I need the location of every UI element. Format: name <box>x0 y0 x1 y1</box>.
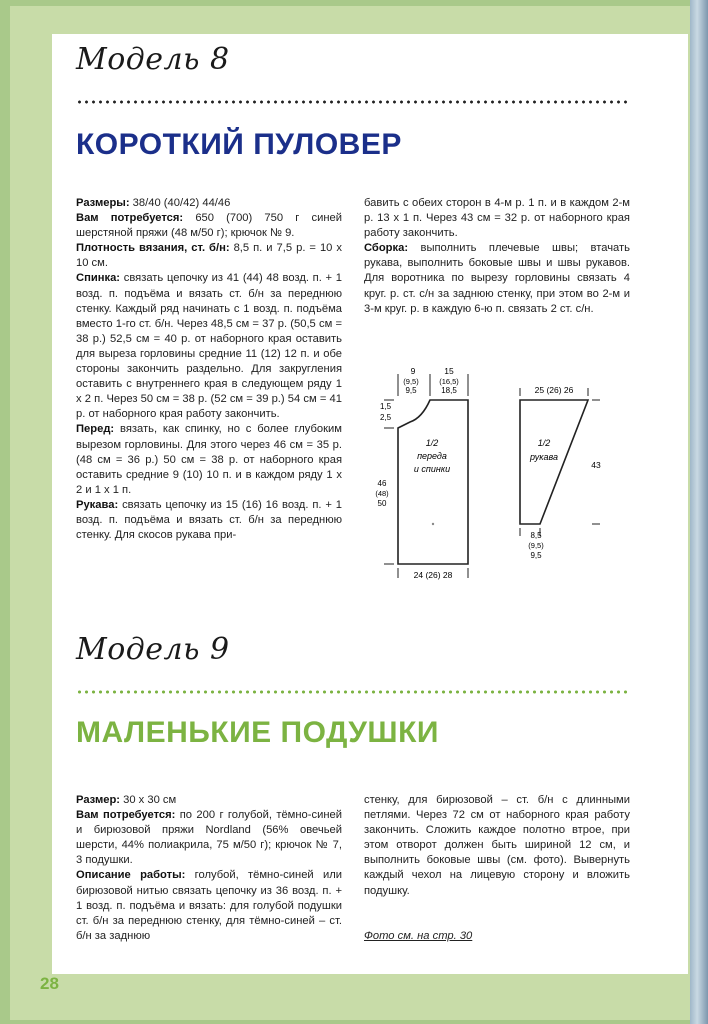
dim-height: (48) <box>375 489 389 498</box>
body-label: и спинки <box>413 464 451 474</box>
sleeve-label: рукава <box>530 452 558 462</box>
dim-sleeve-height: 43 <box>591 460 601 470</box>
model-9-title: МАЛЕНЬКИЕ ПОДУШКИ <box>76 716 439 749</box>
dim-top-left: (9,5) <box>403 377 419 386</box>
paragraph: Плотность вязания, ст. б/н: 8,5 п. и 7,5 р. = 10 х 10 см. <box>76 242 342 270</box>
dim-top-right: 18,5 <box>441 386 457 395</box>
dim-sleeve-bottom: (9,5) <box>528 541 544 550</box>
paragraph: Сборка: выполнить плечевые швы; втачать рукава, выполнить боковые швы и швы рукавов. Для воротника по вырезу горловины связать 4 круг. р. ст. с/н за заднюю стенку, при этом во 2-м и 3-м круг. р. в каждую 6-ю п. связать 2 ст. с/н. <box>364 242 630 315</box>
pattern-diagram <box>360 360 630 585</box>
paragraph: Описание работы: голубой, тёмно-синей или бирюзовой нитью связать цепочку из 36 возд. п. + 1 возд. п. подъёма и вязать: для голубой подушки ст. б/н за переднюю стенку, для тёмно-синей – ст. б/н за заднюю <box>76 869 342 942</box>
dim-height: 50 <box>377 499 387 508</box>
paragraph: Рукава: связать цепочку из 15 (16) 16 возд. п. + 1 возд. п. подъёма и вязать ст. б/н за переднюю стенку. Для скосов рукава при- <box>76 498 342 542</box>
paragraph: Размер: 30 х 30 см <box>76 794 177 806</box>
model-8-column-2 <box>364 196 630 317</box>
dim-sleeve-bottom: 9,5 <box>530 551 542 560</box>
dim-sleeve-bottom: 8,5 <box>530 531 542 540</box>
paragraph: бавить с обеих сторон в 4-м р. 1 п. и в каждом 2-м р. 13 х 1 п. Через 43 см = 32 р. от наборного края работу закончить. <box>364 197 630 240</box>
model-9-column-2 <box>364 793 630 899</box>
dim-top-left: 9,5 <box>405 386 417 395</box>
dotted-divider <box>76 100 628 104</box>
body-piece-outline <box>398 400 468 564</box>
dim-sleeve-top: 25 (26) 26 <box>534 385 574 395</box>
model-8-column-1 <box>76 196 342 543</box>
marker-dot <box>432 523 434 525</box>
sleeve-piece-outline <box>520 400 588 524</box>
paragraph: Спинка: связать цепочку из 41 (44) 48 возд. п. + 1 возд. п. подъёма и вязать ст. б/н за переднюю стенку. Каждый ряд начинать с 1 возд. п. подъёма вместо 1-го ст. б/н. Через 48,5 см = 37 р. (50,5 см = 38 р.) 52,5 см = 40 р. от наборного края оставить для выреза горловины средние 11 (12) 12 п. и обе стороны закончить раздельно. Для закругления оставить с внутреннего края в следующем ряду 1 х 2 п. Через 50 см = 38 р. (52 см = 39 р.) 54 см = 41 р. от наборного края работу закончить. <box>76 272 342 421</box>
paragraph: Вам потребуется: 650 (700) 750 г синей шерстяной пряжи (48 м/50 г); крючок № 9. <box>76 212 342 240</box>
page-edge <box>690 0 708 1024</box>
model-8-label: Модель 8 <box>76 42 230 77</box>
model-8-title: КОРОТКИЙ ПУЛОВЕР <box>76 128 402 161</box>
paragraph: Вам потребуется: по 200 г голубой, тёмно-синей и бирюзовой пряжи Nordland (56% овечьей шерсти, 44% полиакрила, 75 м/50 г); крючок № 7, 3 подушки. <box>76 809 342 867</box>
page-number: 28 <box>40 974 59 993</box>
photo-reference-link[interactable]: Фото см. на стр. 30 <box>364 930 473 942</box>
dim-neck-depth: 2,5 <box>380 413 392 422</box>
dotted-divider <box>76 690 628 694</box>
dim-top-right: (16,5) <box>439 377 459 386</box>
paragraph: стенку, для бирюзовой – ст. б/н с длинными петлями. Через 72 см от наборного края работу закончить. Сложить каждое полотно втрое, при этом отворот должен быть шириной 12 см, и выполнить боковые швы (см. фото). Вывернуть каждый чехол на лицевую сторону и вложить подушку. <box>364 794 630 897</box>
body-label: 1/2 <box>425 438 439 448</box>
model-9-column-1 <box>76 793 342 944</box>
dim-height: 46 <box>377 479 387 488</box>
dim-top-left: 9 <box>410 366 416 376</box>
paragraph: Размеры: 38/40 (40/42) 44/46 <box>76 197 231 209</box>
dim-top-right: 15 <box>444 366 454 376</box>
paragraph: Перед: вязать, как спинку, но с более глубоким вырезом горловины. Для этого через 46 см = 35 р. (48 см = 36 р.) 50 см = 38 р. от наборного края оставить средние 9 (10) 10 п. и в каждом ряду 1 х 2 и 1 х 1 п. <box>76 423 342 496</box>
dim-neck-depth: 1,5 <box>380 402 392 411</box>
dim-width: 24 (26) 28 <box>413 570 453 580</box>
model-9-label: Модель 9 <box>76 632 230 667</box>
body-label: переда <box>417 451 447 461</box>
sleeve-label: 1/2 <box>537 438 551 448</box>
